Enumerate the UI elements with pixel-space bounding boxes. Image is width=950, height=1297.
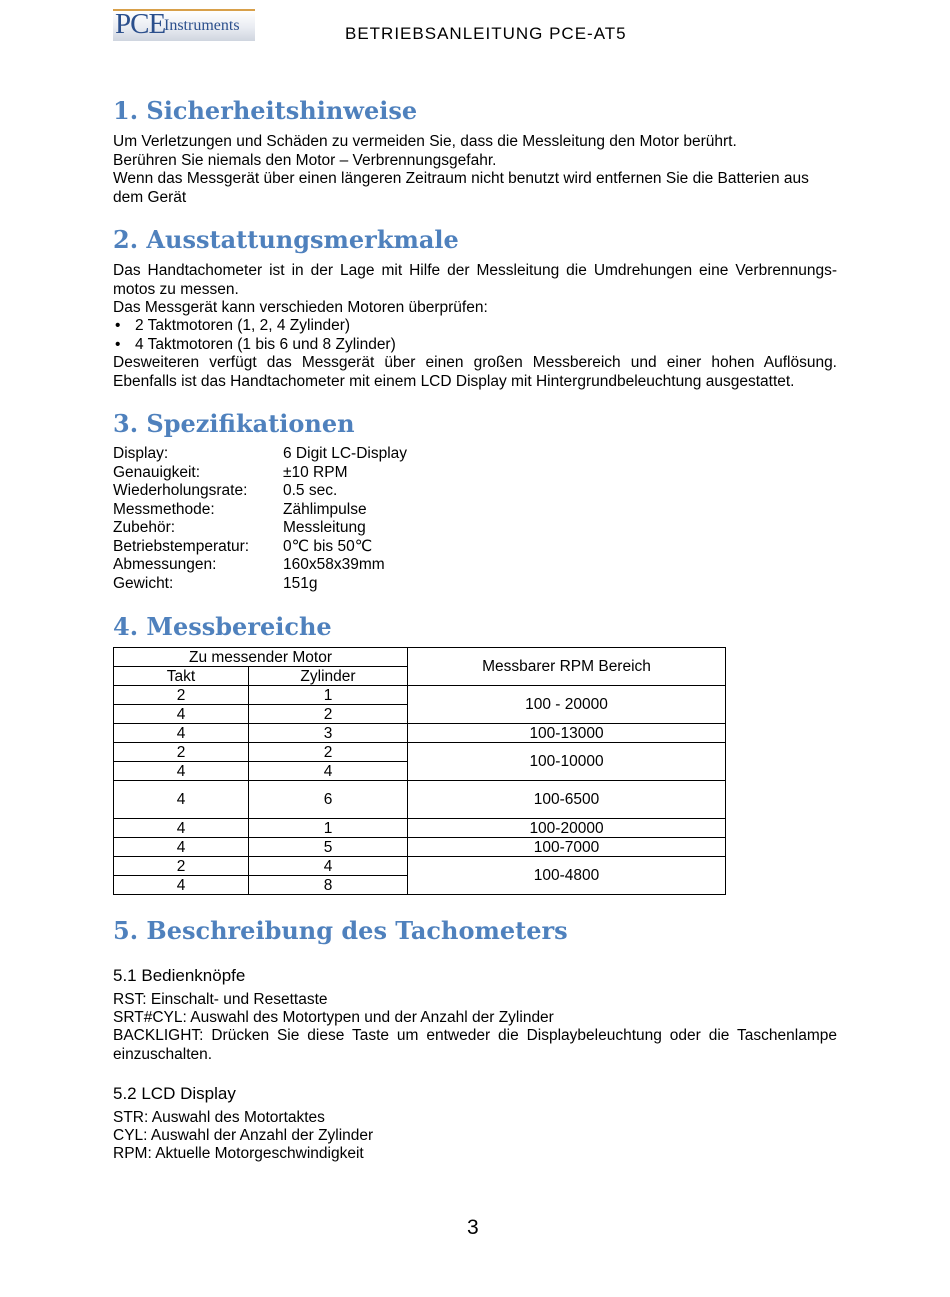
table-row — [114, 743, 726, 762]
rpm-range-cell: 100-4800 — [408, 857, 726, 895]
spec-row — [113, 445, 407, 464]
zylinder-cell: 1 — [249, 686, 408, 705]
spec-value: 0℃ bis 50℃ — [283, 537, 373, 555]
engine-type-list — [113, 317, 396, 354]
section-4-heading: 4. Messbereiche — [113, 612, 332, 641]
table-row — [114, 724, 726, 743]
rpm-range-cell: 100 - 20000 — [408, 686, 726, 724]
zylinder-header: Zylinder — [249, 667, 408, 686]
spec-value: Zählimpulse — [283, 500, 367, 518]
spec-key: Genauigkeit: — [113, 463, 201, 481]
spec-row — [113, 519, 407, 538]
section-1-body — [113, 133, 837, 207]
list-item: • 2 Taktmotoren (1, 2, 4 Zylinder) — [113, 317, 396, 336]
takt-cell: 4 — [114, 838, 249, 857]
section-5-heading: 5. Beschreibung des Tachometers — [113, 916, 568, 945]
table-header-row — [114, 648, 726, 667]
takt-cell: 4 — [114, 819, 249, 838]
zylinder-cell: 3 — [249, 724, 408, 743]
takt-header: Takt — [114, 667, 249, 686]
spec-value: 160x58x39mm — [283, 556, 385, 573]
spec-key: Abmessungen: — [113, 556, 217, 573]
takt-cell: 2 — [114, 857, 249, 876]
table-row — [114, 686, 726, 705]
subsection-5-1-line: RST: Einschalt- und Resettaste — [113, 991, 328, 1008]
table-row — [114, 819, 726, 838]
rpm-range-cell: 100-7000 — [408, 838, 726, 857]
takt-cell: 4 — [114, 705, 249, 724]
spec-row — [113, 538, 407, 557]
takt-cell: 4 — [114, 781, 249, 819]
subsection-5-1-title: 5.1 Bedienknöpfe — [113, 966, 246, 985]
spec-list — [113, 445, 407, 593]
table-row — [114, 838, 726, 857]
section-1-line: Berühren Sie niemals den Motor – Verbrennungsgefahr. — [113, 151, 497, 169]
section-1-heading: 1. Sicherheitshinweise — [113, 96, 418, 125]
logo-pce: PCE — [115, 8, 166, 40]
section-1-line: Wenn das Messgerät über einen längeren Zeitraum nicht benutzt wird entfernen Sie die Batterien aus dem Gerät — [113, 170, 809, 206]
logo-instruments: Instruments — [164, 17, 240, 34]
rpm-range-cell: 100-6500 — [408, 781, 726, 819]
zylinder-cell: 4 — [249, 762, 408, 781]
spec-value: 151g — [283, 574, 318, 592]
spec-key: Zubehör: — [113, 519, 176, 536]
zylinder-cell: 4 — [249, 857, 408, 876]
spec-value: 6 Digit LC-Display — [283, 445, 408, 462]
table-row — [114, 857, 726, 876]
section-2-heading: 2. Ausstattungsmerkmale — [113, 225, 459, 254]
zylinder-cell: 5 — [249, 838, 408, 857]
pce-instruments-logo — [113, 9, 255, 41]
document-title: BETRIEBSANLEITUNG PCE-AT5 — [345, 24, 627, 43]
zylinder-cell: 2 — [249, 705, 408, 724]
spec-row — [113, 464, 407, 483]
spec-row — [113, 575, 407, 594]
takt-cell: 2 — [114, 686, 249, 705]
measuring-range-table — [113, 647, 726, 895]
subsection-5-2-title: 5.2 LCD Display — [113, 1084, 236, 1103]
rpm-range-cell: 100-20000 — [408, 819, 726, 838]
spec-row — [113, 556, 407, 575]
page-number: 3 — [467, 1216, 479, 1239]
rpm-range-cell: 100-10000 — [408, 743, 726, 781]
takt-cell: 4 — [114, 762, 249, 781]
zylinder-cell: 6 — [249, 781, 408, 819]
list-item: • 4 Taktmotoren (1 bis 6 und 8 Zylinder) — [113, 336, 396, 355]
subsection-5-2-line: CYL: Auswahl der Anzahl der Zylinder — [113, 1127, 374, 1144]
spec-key: Display: — [113, 445, 169, 462]
spec-key: Messmethode: — [113, 500, 215, 518]
zylinder-cell: 1 — [249, 819, 408, 838]
spec-value: Messleitung — [283, 519, 366, 536]
section-2-outro: Desweiteren verfügt das Messgerät über einen großen Messbereich und einer hohen Auflösung. Ebenfalls ist das Handtachometer mit einem LCD Display mit Hintergrundbeleuchtung ausgestattet. — [113, 354, 837, 390]
table-row — [114, 781, 726, 819]
subsection-5-2-line: STR: Auswahl des Motortaktes — [113, 1109, 325, 1126]
takt-cell: 4 — [114, 724, 249, 743]
subsection-5-2-line: RPM: Aktuelle Motorgeschwindigkeit — [113, 1145, 364, 1162]
spec-key: Gewicht: — [113, 574, 174, 592]
rpm-range-cell: 100-13000 — [408, 724, 726, 743]
takt-cell: 4 — [114, 876, 249, 895]
spec-value: ±10 RPM — [283, 463, 348, 481]
subsection-5-1-line: SRT#CYL: Auswahl des Motortypen und der Anzahl der Zylinder — [113, 1009, 554, 1026]
zylinder-cell: 8 — [249, 876, 408, 895]
section-1-line: Um Verletzungen und Schäden zu vermeiden Sie, dass die Messleitung den Motor berührt. — [113, 133, 737, 150]
section-2-lead: Das Messgerät kann verschieden Motoren überprüfen: — [113, 299, 488, 316]
spec-value: 0.5 sec. — [283, 482, 338, 499]
spec-key: Betriebstemperatur: — [113, 537, 250, 555]
spec-row — [113, 501, 407, 520]
spec-row — [113, 482, 407, 501]
zylinder-cell: 2 — [249, 743, 408, 762]
motor-group-header: Zu messender Motor — [114, 648, 408, 667]
section-3-heading: 3. Spezifikationen — [113, 409, 355, 438]
spec-key: Wiederholungsrate: — [113, 482, 248, 499]
section-2-intro: Das Handtachometer ist in der Lage mit Hilfe der Messleitung die Umdrehungen eine Verbrennungs-motos zu messen. — [113, 262, 837, 298]
takt-cell: 2 — [114, 743, 249, 762]
rpm-range-header: Messbarer RPM Bereich — [408, 648, 726, 686]
subsection-5-1-line: BACKLIGHT: Drücken Sie diese Taste um entweder die Displaybeleuchtung oder die Taschenlampe einzuschalten. — [113, 1027, 837, 1063]
